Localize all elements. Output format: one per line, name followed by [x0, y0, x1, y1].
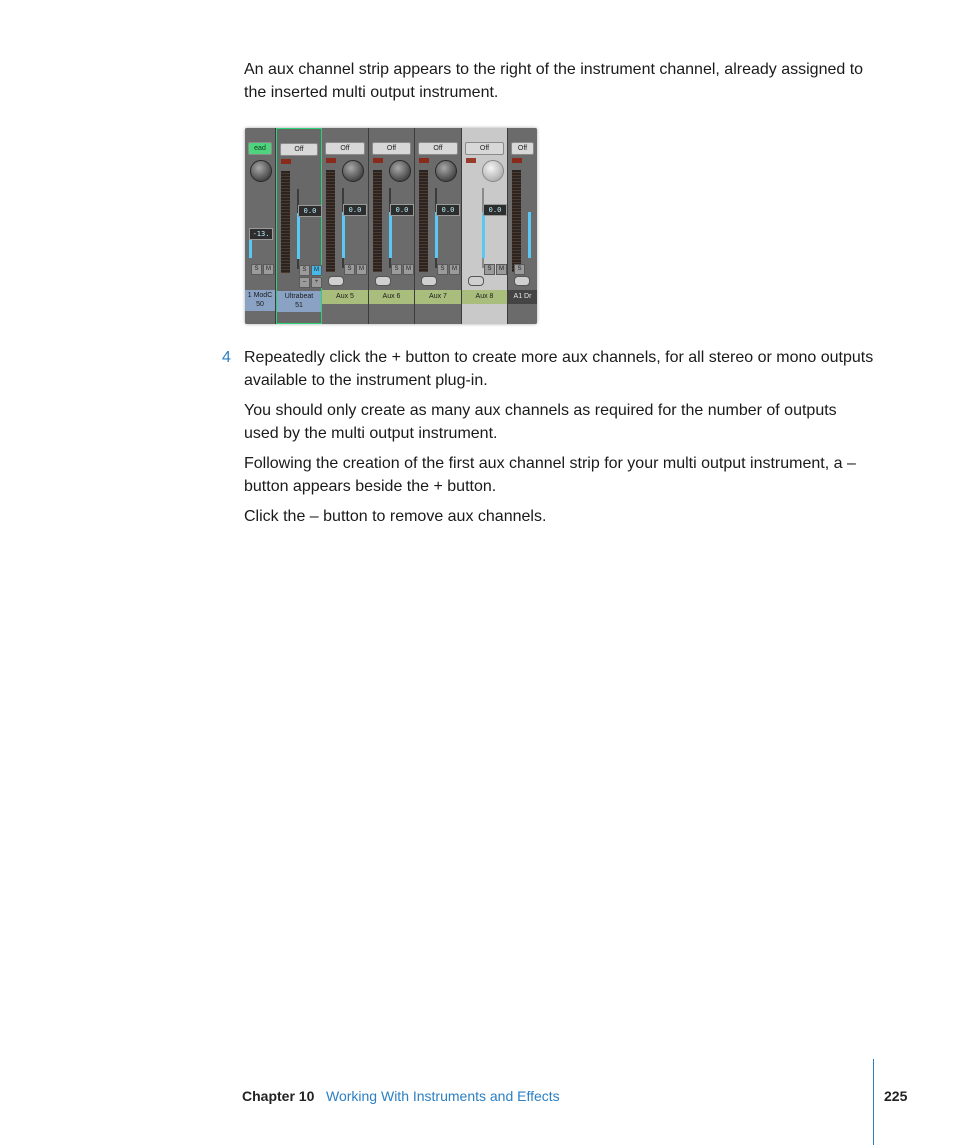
- stereo-link-icon: [468, 276, 484, 286]
- level-meter: [281, 171, 290, 273]
- pan-knob-icon: [250, 160, 272, 182]
- mute-button: M: [311, 265, 322, 276]
- channel-name: Aux 6: [369, 290, 414, 304]
- insert-slot: Off: [465, 142, 504, 155]
- volume-value: 0.0: [436, 204, 460, 216]
- volume-fader: [342, 212, 345, 258]
- step-text: Repeatedly click the + button to create more aux channels, for all stereo or mono outputs available to the instrument plug-in.: [244, 349, 874, 389]
- insert-slot: Off: [325, 142, 365, 155]
- channel-strip-partial-left: [245, 128, 276, 324]
- channel-strip-aux-5: [322, 128, 369, 324]
- channel-name: Aux 5: [322, 290, 368, 304]
- channel-name: Aux 8: [462, 290, 507, 304]
- mute-button: M: [449, 264, 460, 275]
- minus-button: –: [299, 277, 310, 288]
- solo-button: S: [391, 264, 402, 275]
- stereo-link-icon: [421, 276, 437, 286]
- pan-knob-icon: [389, 160, 411, 182]
- footer-chapter: Chapter 10: [242, 1088, 315, 1104]
- volume-value: 0.0: [390, 204, 414, 216]
- volume-value: -13.: [249, 228, 273, 240]
- channel-strip-partial-right: [508, 128, 537, 324]
- insert-slot: Off: [372, 142, 411, 155]
- paragraph-click: Click the – button to remove aux channels.: [244, 508, 547, 525]
- level-meter: [512, 170, 521, 272]
- volume-fader: [297, 213, 300, 259]
- channel-strip-aux-6: [369, 128, 415, 324]
- volume-value: 0.0: [343, 204, 367, 216]
- insert-slot: Off: [280, 143, 318, 156]
- stereo-link-icon: [328, 276, 344, 286]
- level-meter: [326, 170, 335, 272]
- volume-fader: [528, 212, 531, 258]
- mute-button: M: [356, 264, 367, 275]
- volume-value: 0.0: [298, 205, 322, 217]
- footer-chapter-title: Working With Instruments and Effects: [326, 1088, 560, 1104]
- channel-name: A1 Dr: [508, 290, 537, 304]
- level-meter: [419, 170, 428, 272]
- channel-strip-aux-8: [462, 128, 508, 324]
- peak-led: [326, 158, 336, 163]
- pan-knob-icon: [342, 160, 364, 182]
- peak-led: [419, 158, 429, 163]
- channel-strip-aux-7: [415, 128, 462, 324]
- solo-button: S: [514, 264, 525, 275]
- solo-button: S: [484, 264, 495, 275]
- pan-knob-icon: [482, 160, 504, 182]
- mixer-screenshot: [245, 128, 537, 324]
- stereo-link-icon: [514, 276, 530, 286]
- insert-slot: ead: [248, 142, 272, 155]
- step-number: 4: [222, 349, 231, 366]
- plus-button: +: [311, 277, 322, 288]
- solo-button: S: [344, 264, 355, 275]
- level-meter: [373, 170, 382, 272]
- pan-knob-icon: [435, 160, 457, 182]
- stereo-link-icon: [375, 276, 391, 286]
- peak-led: [466, 158, 476, 163]
- channel-name: Ultrabeat 51: [277, 291, 321, 312]
- peak-led: [281, 159, 291, 164]
- intro-paragraph: An aux channel strip appears to the right of the instrument channel, already assigned to the inserted multi output instrument.: [244, 61, 864, 101]
- page-number: 225: [884, 1088, 908, 1104]
- volume-fader: [389, 212, 392, 258]
- mute-button: M: [263, 264, 274, 275]
- channel-name: 1 ModC 50: [245, 290, 275, 311]
- insert-slot: Off: [511, 142, 534, 155]
- paragraph-outputs: You should only create as many aux channels as required for the number of outputs used by the multi output instrument.: [244, 402, 837, 442]
- solo-button: S: [437, 264, 448, 275]
- peak-led: [512, 158, 522, 163]
- solo-button: S: [299, 265, 310, 276]
- mute-button: M: [496, 264, 507, 275]
- footer-divider: [873, 1059, 874, 1145]
- peak-led: [373, 158, 383, 163]
- volume-fader: [482, 212, 485, 258]
- insert-slot: Off: [418, 142, 458, 155]
- mute-button: M: [403, 264, 414, 275]
- channel-strip-ultrabeat: [276, 128, 322, 324]
- channel-name: Aux 7: [415, 290, 461, 304]
- solo-button: S: [251, 264, 262, 275]
- paragraph-following: Following the creation of the first aux channel strip for your multi output instrument, a – button appears beside the + button.: [244, 455, 856, 495]
- volume-value: 0.0: [483, 204, 507, 216]
- volume-fader: [435, 212, 438, 258]
